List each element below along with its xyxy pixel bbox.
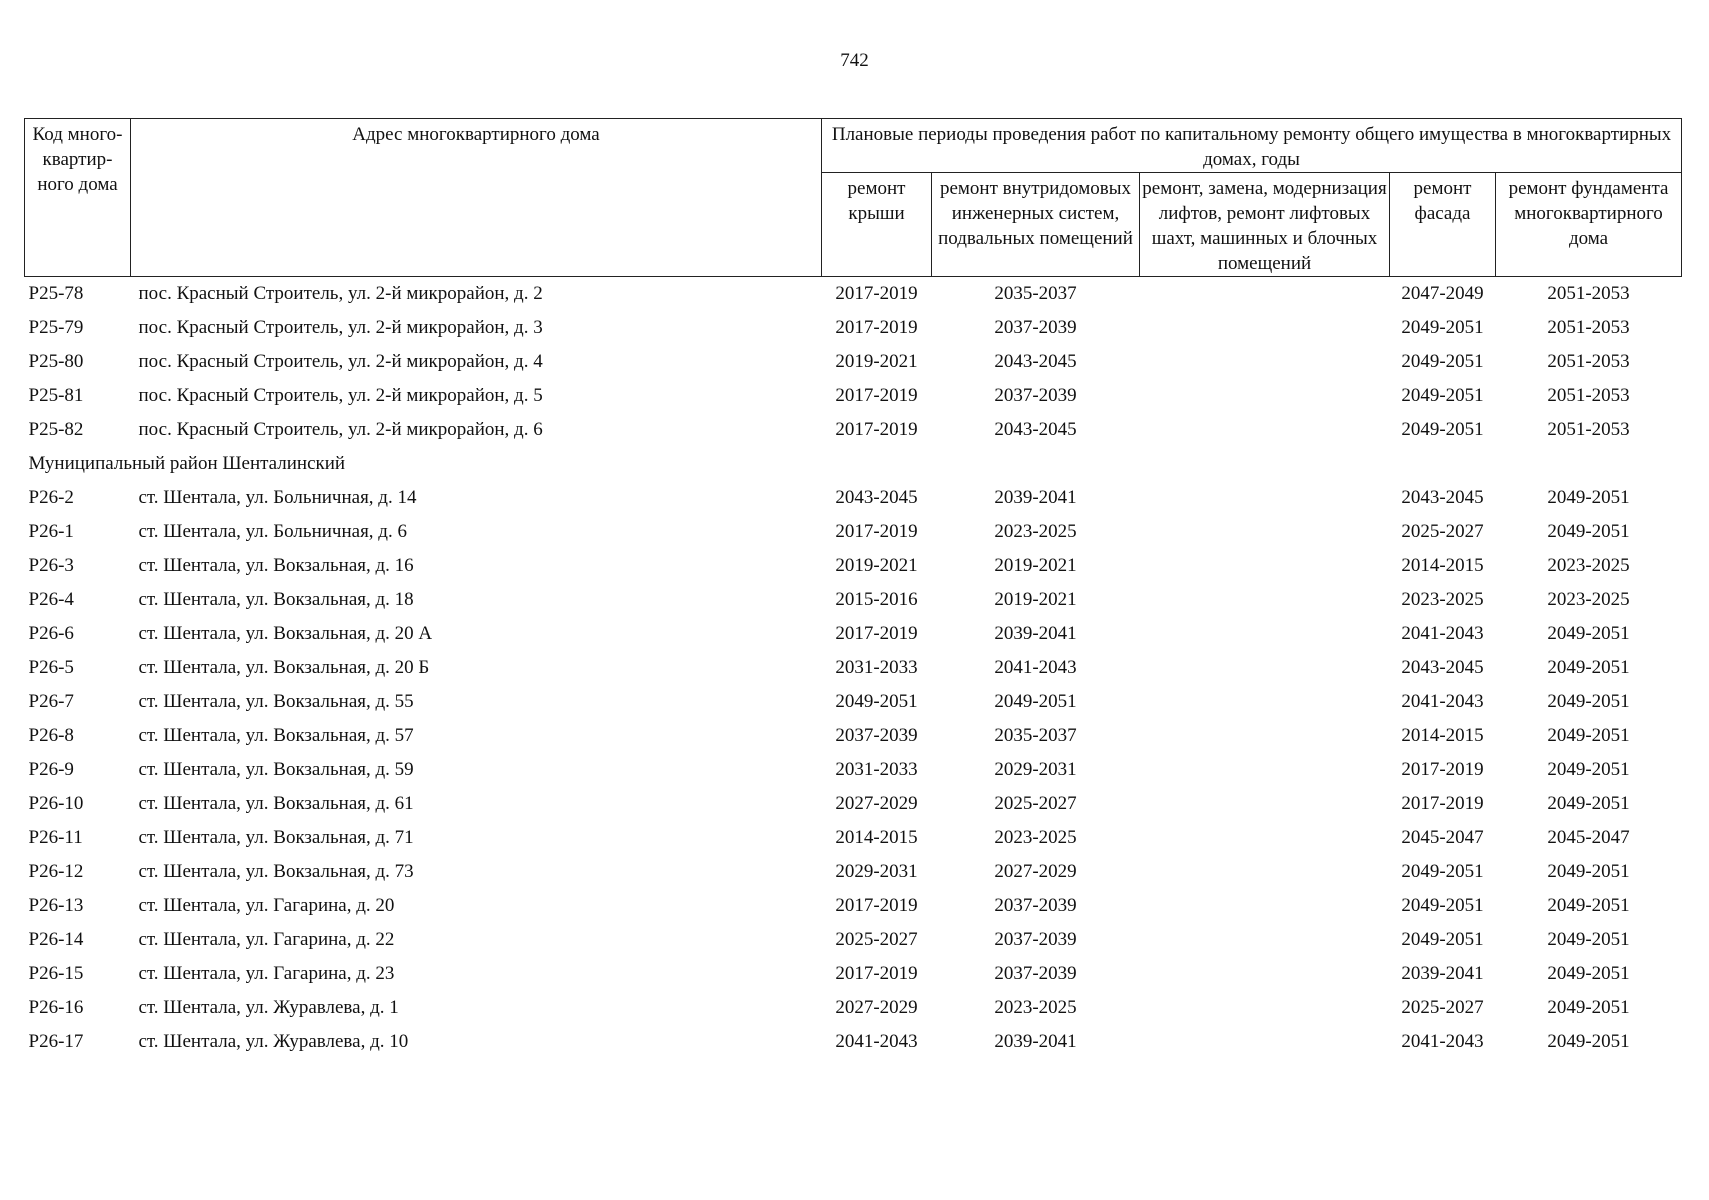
cell-address: пос. Красный Строитель, ул. 2-й микрорайон, д. 6 bbox=[138, 419, 543, 440]
cell-address: ст. Шентала, ул. Вокзальная, д. 59 bbox=[138, 759, 414, 780]
cell-engineering: 2049-2051 bbox=[994, 691, 1077, 712]
cell-engineering: 2041-2043 bbox=[994, 657, 1077, 678]
cell-foundation: 2051-2053 bbox=[1547, 283, 1630, 304]
cell-code: Р25-80 bbox=[28, 351, 84, 372]
cell-engineering: 2019-2021 bbox=[994, 589, 1077, 610]
cell-facade: 2049-2051 bbox=[1401, 861, 1484, 882]
header-lifts: ремонт, замена, модернизация лифтов, ремонт лифтовых шахт, машинных и блочных помещений bbox=[1140, 173, 1390, 277]
cell-code: Р26-11 bbox=[28, 827, 83, 848]
cell-code: Р26-14 bbox=[28, 929, 84, 950]
cell-lifts bbox=[1140, 753, 1390, 787]
cell-facade: 2049-2051 bbox=[1401, 385, 1484, 406]
cell-roof: 2031-2033 bbox=[835, 657, 918, 678]
cell-foundation: 2049-2051 bbox=[1547, 759, 1630, 780]
cell-facade: 2049-2051 bbox=[1401, 351, 1484, 372]
cell-address: ст. Шентала, ул. Гагарина, д. 23 bbox=[138, 963, 395, 984]
page-number: 742 bbox=[840, 50, 869, 71]
table-body bbox=[25, 277, 1682, 1060]
cell-address: ст. Шентала, ул. Вокзальная, д. 20 Б bbox=[138, 657, 430, 678]
cell-facade: 2049-2051 bbox=[1401, 419, 1484, 440]
table-row bbox=[25, 481, 1682, 515]
capital-repair-schedule-table bbox=[24, 118, 1682, 1059]
table-row bbox=[25, 345, 1682, 379]
table-row bbox=[25, 957, 1682, 991]
cell-engineering: 2043-2045 bbox=[994, 419, 1077, 440]
cell-lifts bbox=[1140, 481, 1390, 515]
cell-facade: 2014-2015 bbox=[1401, 725, 1484, 746]
cell-address: пос. Красный Строитель, ул. 2-й микрорайон, д. 3 bbox=[138, 317, 543, 338]
header-roof: ремонт крыши bbox=[822, 173, 932, 277]
cell-lifts bbox=[1140, 957, 1390, 991]
cell-code: Р26-5 bbox=[28, 657, 74, 678]
header-code bbox=[25, 119, 131, 277]
section-row bbox=[25, 447, 1682, 481]
cell-foundation: 2051-2053 bbox=[1547, 385, 1630, 406]
table-row bbox=[25, 787, 1682, 821]
table-row bbox=[25, 277, 1682, 312]
cell-lifts bbox=[1140, 617, 1390, 651]
cell-roof: 2014-2015 bbox=[835, 827, 918, 848]
table-row bbox=[25, 923, 1682, 957]
cell-engineering: 2023-2025 bbox=[994, 997, 1077, 1018]
cell-address: ст. Шентала, ул. Вокзальная, д. 16 bbox=[138, 555, 414, 576]
table-row bbox=[25, 413, 1682, 447]
cell-facade: 2041-2043 bbox=[1401, 691, 1484, 712]
cell-engineering: 2023-2025 bbox=[994, 521, 1077, 542]
cell-facade: 2025-2027 bbox=[1401, 997, 1484, 1018]
table-row bbox=[25, 991, 1682, 1025]
cell-code: Р25-82 bbox=[28, 419, 84, 440]
cell-roof: 2025-2027 bbox=[835, 929, 918, 950]
cell-engineering: 2025-2027 bbox=[994, 793, 1077, 814]
cell-lifts bbox=[1140, 651, 1390, 685]
cell-address: ст. Шентала, ул. Вокзальная, д. 61 bbox=[138, 793, 414, 814]
header-periods-group: Плановые периоды проведения работ по капитальному ремонту общего имущества в многоквартирных домах, годы bbox=[822, 119, 1682, 173]
cell-address: ст. Шентала, ул. Больничная, д. 14 bbox=[138, 487, 417, 508]
cell-code: Р26-17 bbox=[28, 1031, 84, 1052]
cell-code: Р26-9 bbox=[28, 759, 74, 780]
cell-engineering: 2039-2041 bbox=[994, 1031, 1077, 1052]
table-row bbox=[25, 821, 1682, 855]
cell-lifts bbox=[1140, 855, 1390, 889]
table-row bbox=[25, 651, 1682, 685]
cell-code: Р26-8 bbox=[28, 725, 74, 746]
cell-code: Р25-79 bbox=[28, 317, 84, 338]
cell-lifts bbox=[1140, 787, 1390, 821]
cell-foundation: 2049-2051 bbox=[1547, 521, 1630, 542]
table-row bbox=[25, 311, 1682, 345]
cell-foundation: 2049-2051 bbox=[1547, 895, 1630, 916]
cell-roof: 2049-2051 bbox=[835, 691, 918, 712]
table-row bbox=[25, 719, 1682, 753]
cell-facade: 2049-2051 bbox=[1401, 895, 1484, 916]
cell-lifts bbox=[1140, 515, 1390, 549]
cell-lifts bbox=[1140, 889, 1390, 923]
cell-roof: 2017-2019 bbox=[835, 623, 918, 644]
cell-roof: 2019-2021 bbox=[835, 351, 918, 372]
cell-lifts bbox=[1140, 379, 1390, 413]
cell-roof: 2037-2039 bbox=[835, 725, 918, 746]
cell-foundation: 2049-2051 bbox=[1547, 861, 1630, 882]
cell-foundation: 2051-2053 bbox=[1547, 419, 1630, 440]
cell-roof: 2043-2045 bbox=[835, 487, 918, 508]
cell-facade: 2023-2025 bbox=[1401, 589, 1484, 610]
cell-code: Р26-16 bbox=[28, 997, 84, 1018]
cell-foundation: 2049-2051 bbox=[1547, 691, 1630, 712]
cell-lifts bbox=[1140, 821, 1390, 855]
cell-facade: 2045-2047 bbox=[1401, 827, 1484, 848]
cell-code: Р26-6 bbox=[28, 623, 74, 644]
table-row bbox=[25, 379, 1682, 413]
cell-foundation: 2049-2051 bbox=[1547, 725, 1630, 746]
cell-facade: 2049-2051 bbox=[1401, 317, 1484, 338]
cell-facade: 2047-2049 bbox=[1401, 283, 1484, 304]
cell-roof: 2017-2019 bbox=[835, 419, 918, 440]
cell-engineering: 2019-2021 bbox=[994, 555, 1077, 576]
cell-foundation: 2049-2051 bbox=[1547, 929, 1630, 950]
cell-facade: 2025-2027 bbox=[1401, 521, 1484, 542]
cell-foundation: 2049-2051 bbox=[1547, 793, 1630, 814]
cell-lifts bbox=[1140, 549, 1390, 583]
cell-facade: 2041-2043 bbox=[1401, 623, 1484, 644]
table-row bbox=[25, 617, 1682, 651]
cell-address: ст. Шентала, ул. Вокзальная, д. 71 bbox=[138, 827, 414, 848]
table-row bbox=[25, 753, 1682, 787]
cell-engineering: 2039-2041 bbox=[994, 623, 1077, 644]
cell-address: пос. Красный Строитель, ул. 2-й микрорайон, д. 5 bbox=[138, 385, 543, 406]
table-row bbox=[25, 685, 1682, 719]
cell-address: ст. Шентала, ул. Журавлева, д. 10 bbox=[138, 1031, 409, 1052]
cell-roof: 2017-2019 bbox=[835, 895, 918, 916]
table-row bbox=[25, 515, 1682, 549]
header-foundation: ремонт фундамента многоквартирного дома bbox=[1496, 173, 1682, 277]
table-row bbox=[25, 549, 1682, 583]
cell-lifts bbox=[1140, 685, 1390, 719]
cell-roof: 2017-2019 bbox=[835, 283, 918, 304]
cell-address: ст. Шентала, ул. Гагарина, д. 20 bbox=[138, 895, 395, 916]
cell-code: Р26-15 bbox=[28, 963, 84, 984]
cell-lifts bbox=[1140, 311, 1390, 345]
cell-engineering: 2037-2039 bbox=[994, 895, 1077, 916]
cell-lifts bbox=[1140, 345, 1390, 379]
cell-foundation: 2023-2025 bbox=[1547, 589, 1630, 610]
cell-facade: 2049-2051 bbox=[1401, 929, 1484, 950]
cell-code: Р25-81 bbox=[28, 385, 84, 406]
table-row bbox=[25, 889, 1682, 923]
cell-address: пос. Красный Строитель, ул. 2-й микрорайон, д. 2 bbox=[138, 283, 543, 304]
cell-facade: 2043-2045 bbox=[1401, 487, 1484, 508]
cell-facade: 2039-2041 bbox=[1401, 963, 1484, 984]
cell-code: Р26-12 bbox=[28, 861, 84, 882]
cell-foundation: 2051-2053 bbox=[1547, 317, 1630, 338]
cell-address: ст. Шентала, ул. Больничная, д. 6 bbox=[138, 521, 407, 542]
cell-engineering: 2035-2037 bbox=[994, 283, 1077, 304]
table-header bbox=[25, 119, 1682, 277]
cell-code: Р26-4 bbox=[28, 589, 74, 610]
cell-address: ст. Шентала, ул. Вокзальная, д. 55 bbox=[138, 691, 414, 712]
cell-foundation: 2049-2051 bbox=[1547, 997, 1630, 1018]
cell-roof: 2031-2033 bbox=[835, 759, 918, 780]
section-title: Муниципальный район Шенталинский bbox=[28, 453, 346, 474]
cell-address: ст. Шентала, ул. Вокзальная, д. 57 bbox=[138, 725, 414, 746]
header-code-text: Код много-квартир-ного дома bbox=[32, 124, 123, 195]
cell-engineering: 2043-2045 bbox=[994, 351, 1077, 372]
cell-roof: 2017-2019 bbox=[835, 521, 918, 542]
cell-engineering: 2029-2031 bbox=[994, 759, 1077, 780]
header-address: Адрес многоквартирного дома bbox=[131, 119, 822, 277]
cell-lifts bbox=[1140, 277, 1390, 312]
header-engineering: ремонт внутридомовых инженерных систем, подвальных помещений bbox=[932, 173, 1140, 277]
cell-roof: 2017-2019 bbox=[835, 963, 918, 984]
cell-roof: 2027-2029 bbox=[835, 793, 918, 814]
cell-address: пос. Красный Строитель, ул. 2-й микрорайон, д. 4 bbox=[138, 351, 543, 372]
cell-lifts bbox=[1140, 719, 1390, 753]
cell-facade: 2014-2015 bbox=[1401, 555, 1484, 576]
cell-engineering: 2037-2039 bbox=[994, 317, 1077, 338]
header-facade: ремонт фасада bbox=[1390, 173, 1496, 277]
cell-address: ст. Шентала, ул. Вокзальная, д. 73 bbox=[138, 861, 414, 882]
cell-foundation: 2023-2025 bbox=[1547, 555, 1630, 576]
cell-roof: 2029-2031 bbox=[835, 861, 918, 882]
cell-code: Р26-1 bbox=[28, 521, 74, 542]
cell-roof: 2015-2016 bbox=[835, 589, 918, 610]
cell-foundation: 2049-2051 bbox=[1547, 963, 1630, 984]
cell-code: Р26-10 bbox=[28, 793, 84, 814]
cell-roof: 2041-2043 bbox=[835, 1031, 918, 1052]
cell-address: ст. Шентала, ул. Вокзальная, д. 20 А bbox=[138, 623, 433, 644]
cell-code: Р25-78 bbox=[28, 283, 84, 304]
cell-address: ст. Шентала, ул. Вокзальная, д. 18 bbox=[138, 589, 414, 610]
cell-lifts bbox=[1140, 413, 1390, 447]
cell-foundation: 2049-2051 bbox=[1547, 657, 1630, 678]
cell-address: ст. Шентала, ул. Журавлева, д. 1 bbox=[138, 997, 399, 1018]
table-row bbox=[25, 1025, 1682, 1059]
cell-facade: 2043-2045 bbox=[1401, 657, 1484, 678]
cell-engineering: 2039-2041 bbox=[994, 487, 1077, 508]
cell-engineering: 2027-2029 bbox=[994, 861, 1077, 882]
table-row bbox=[25, 855, 1682, 889]
cell-foundation: 2049-2051 bbox=[1547, 487, 1630, 508]
cell-facade: 2017-2019 bbox=[1401, 759, 1484, 780]
cell-roof: 2017-2019 bbox=[835, 317, 918, 338]
cell-lifts bbox=[1140, 1025, 1390, 1059]
cell-code: Р26-3 bbox=[28, 555, 74, 576]
cell-roof: 2027-2029 bbox=[835, 997, 918, 1018]
table-row bbox=[25, 583, 1682, 617]
cell-code: Р26-13 bbox=[28, 895, 84, 916]
cell-engineering: 2037-2039 bbox=[994, 963, 1077, 984]
cell-address: ст. Шентала, ул. Гагарина, д. 22 bbox=[138, 929, 395, 950]
cell-facade: 2041-2043 bbox=[1401, 1031, 1484, 1052]
cell-engineering: 2037-2039 bbox=[994, 929, 1077, 950]
cell-roof: 2017-2019 bbox=[835, 385, 918, 406]
cell-lifts bbox=[1140, 583, 1390, 617]
cell-foundation: 2045-2047 bbox=[1547, 827, 1630, 848]
cell-foundation: 2049-2051 bbox=[1547, 623, 1630, 644]
cell-roof: 2019-2021 bbox=[835, 555, 918, 576]
cell-lifts bbox=[1140, 991, 1390, 1025]
cell-code: Р26-7 bbox=[28, 691, 74, 712]
cell-foundation: 2049-2051 bbox=[1547, 1031, 1630, 1052]
cell-engineering: 2037-2039 bbox=[994, 385, 1077, 406]
cell-facade: 2017-2019 bbox=[1401, 793, 1484, 814]
cell-engineering: 2023-2025 bbox=[994, 827, 1077, 848]
cell-foundation: 2051-2053 bbox=[1547, 351, 1630, 372]
cell-engineering: 2035-2037 bbox=[994, 725, 1077, 746]
cell-code: Р26-2 bbox=[28, 487, 74, 508]
cell-lifts bbox=[1140, 923, 1390, 957]
